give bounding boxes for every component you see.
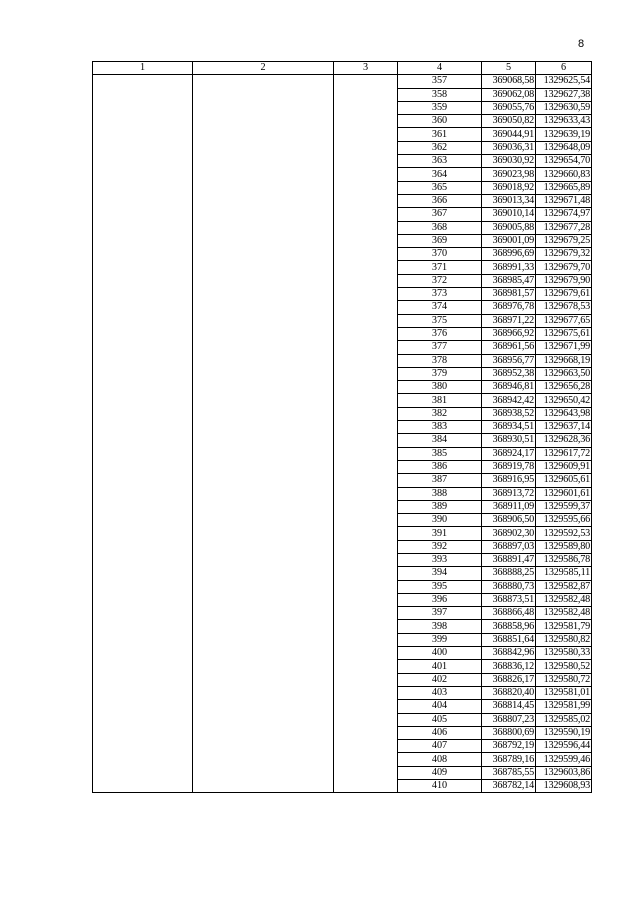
coordinate-x: 368782,14 xyxy=(482,780,536,793)
coordinate-x: 368930,51 xyxy=(482,434,536,447)
coordinate-y: 1329639,19 xyxy=(536,128,592,141)
coordinate-y: 1329592,53 xyxy=(536,527,592,540)
point-number: 357 xyxy=(398,75,482,88)
coordinate-y: 1329585,11 xyxy=(536,567,592,580)
point-number: 401 xyxy=(398,660,482,673)
table-row xyxy=(93,75,592,88)
coordinate-y: 1329599,46 xyxy=(536,753,592,766)
coordinate-x: 368820,40 xyxy=(482,686,536,699)
point-number: 376 xyxy=(398,327,482,340)
coordinate-x: 368826,17 xyxy=(482,673,536,686)
point-number: 360 xyxy=(398,115,482,128)
coordinate-y: 1329679,70 xyxy=(536,261,592,274)
col-2-cell xyxy=(193,75,334,793)
coordinate-x: 369005,88 xyxy=(482,221,536,234)
coordinate-y: 1329603,86 xyxy=(536,766,592,779)
coordinate-y: 1329677,65 xyxy=(536,314,592,327)
coordinate-x: 369068,58 xyxy=(482,75,536,88)
coordinate-x: 369062,08 xyxy=(482,88,536,101)
coordinate-y: 1329608,93 xyxy=(536,780,592,793)
point-number: 402 xyxy=(398,673,482,686)
coordinate-y: 1329581,79 xyxy=(536,620,592,633)
point-number: 370 xyxy=(398,248,482,261)
coordinates-table xyxy=(92,61,592,793)
point-number: 390 xyxy=(398,514,482,527)
coordinate-y: 1329581,99 xyxy=(536,700,592,713)
point-number: 386 xyxy=(398,460,482,473)
coordinate-y: 1329630,59 xyxy=(536,101,592,114)
coordinate-x: 369050,82 xyxy=(482,115,536,128)
point-number: 389 xyxy=(398,500,482,513)
coordinate-x: 368991,33 xyxy=(482,261,536,274)
point-number: 408 xyxy=(398,753,482,766)
coordinate-x: 368789,16 xyxy=(482,753,536,766)
coordinate-y: 1329628,36 xyxy=(536,434,592,447)
coordinate-x: 368924,17 xyxy=(482,447,536,460)
coordinate-x: 368981,57 xyxy=(482,288,536,301)
coordinate-x: 369044,91 xyxy=(482,128,536,141)
header-col-4: 4 xyxy=(398,62,482,75)
point-number: 396 xyxy=(398,593,482,606)
coordinate-x: 368880,73 xyxy=(482,580,536,593)
coordinate-x: 369013,34 xyxy=(482,194,536,207)
coordinate-y: 1329679,32 xyxy=(536,248,592,261)
point-number: 394 xyxy=(398,567,482,580)
point-number: 399 xyxy=(398,633,482,646)
coordinate-y: 1329665,89 xyxy=(536,181,592,194)
header-col-3: 3 xyxy=(334,62,398,75)
coordinate-y: 1329590,19 xyxy=(536,726,592,739)
coordinate-x: 368807,23 xyxy=(482,713,536,726)
coordinate-x: 369030,92 xyxy=(482,155,536,168)
coordinate-y: 1329582,48 xyxy=(536,593,592,606)
point-number: 365 xyxy=(398,181,482,194)
point-number: 372 xyxy=(398,274,482,287)
coordinate-y: 1329679,61 xyxy=(536,288,592,301)
header-row xyxy=(93,62,592,75)
coordinate-x: 368858,96 xyxy=(482,620,536,633)
coordinate-x: 368814,45 xyxy=(482,700,536,713)
coordinate-y: 1329580,72 xyxy=(536,673,592,686)
coordinate-y: 1329625,54 xyxy=(536,75,592,88)
point-number: 410 xyxy=(398,780,482,793)
coordinate-y: 1329678,53 xyxy=(536,301,592,314)
coordinate-x: 369036,31 xyxy=(482,141,536,154)
coordinate-y: 1329580,82 xyxy=(536,633,592,646)
coordinate-x: 368842,96 xyxy=(482,647,536,660)
coordinate-y: 1329679,25 xyxy=(536,234,592,247)
coordinate-x: 368985,47 xyxy=(482,274,536,287)
coordinate-y: 1329601,61 xyxy=(536,487,592,500)
coordinate-y: 1329637,14 xyxy=(536,421,592,434)
point-number: 392 xyxy=(398,540,482,553)
coordinate-y: 1329580,52 xyxy=(536,660,592,673)
coordinate-x: 369023,98 xyxy=(482,168,536,181)
point-number: 371 xyxy=(398,261,482,274)
table-body xyxy=(93,75,592,793)
coordinate-x: 368902,30 xyxy=(482,527,536,540)
coordinate-x: 369010,14 xyxy=(482,208,536,221)
col-3-cell xyxy=(334,75,398,793)
coordinate-x: 368934,51 xyxy=(482,421,536,434)
coordinate-x: 368956,77 xyxy=(482,354,536,367)
coordinate-x: 368938,52 xyxy=(482,407,536,420)
page-number: 8 xyxy=(578,38,585,50)
point-number: 403 xyxy=(398,686,482,699)
coordinate-y: 1329617,72 xyxy=(536,447,592,460)
coordinate-y: 1329609,91 xyxy=(536,460,592,473)
point-number: 404 xyxy=(398,700,482,713)
coordinate-y: 1329675,61 xyxy=(536,327,592,340)
coordinate-y: 1329582,87 xyxy=(536,580,592,593)
coordinate-y: 1329605,61 xyxy=(536,474,592,487)
point-number: 384 xyxy=(398,434,482,447)
point-number: 406 xyxy=(398,726,482,739)
coordinate-x: 368946,81 xyxy=(482,381,536,394)
coordinate-y: 1329633,43 xyxy=(536,115,592,128)
coordinate-y: 1329671,99 xyxy=(536,341,592,354)
point-number: 374 xyxy=(398,301,482,314)
coordinate-y: 1329582,48 xyxy=(536,607,592,620)
point-number: 358 xyxy=(398,88,482,101)
coordinate-x: 369018,92 xyxy=(482,181,536,194)
coordinate-y: 1329581,01 xyxy=(536,686,592,699)
point-number: 397 xyxy=(398,607,482,620)
point-number: 362 xyxy=(398,141,482,154)
coordinate-x: 368913,72 xyxy=(482,487,536,500)
coordinate-x: 368851,64 xyxy=(482,633,536,646)
coordinate-y: 1329650,42 xyxy=(536,394,592,407)
col-1-cell xyxy=(93,75,193,793)
point-number: 391 xyxy=(398,527,482,540)
point-number: 407 xyxy=(398,740,482,753)
coordinate-x: 368961,56 xyxy=(482,341,536,354)
header-col-2: 2 xyxy=(193,62,334,75)
point-number: 359 xyxy=(398,101,482,114)
point-number: 383 xyxy=(398,421,482,434)
point-number: 393 xyxy=(398,553,482,566)
point-number: 375 xyxy=(398,314,482,327)
coordinate-y: 1329654,70 xyxy=(536,155,592,168)
coordinate-y: 1329586,78 xyxy=(536,553,592,566)
coordinate-x: 368996,69 xyxy=(482,248,536,261)
point-number: 388 xyxy=(398,487,482,500)
coordinate-y: 1329671,48 xyxy=(536,194,592,207)
point-number: 387 xyxy=(398,474,482,487)
point-number: 385 xyxy=(398,447,482,460)
coordinate-x: 368966,92 xyxy=(482,327,536,340)
point-number: 409 xyxy=(398,766,482,779)
coordinate-x: 368888,25 xyxy=(482,567,536,580)
point-number: 373 xyxy=(398,288,482,301)
point-number: 368 xyxy=(398,221,482,234)
point-number: 378 xyxy=(398,354,482,367)
point-number: 379 xyxy=(398,367,482,380)
point-number: 382 xyxy=(398,407,482,420)
coordinate-x: 368916,95 xyxy=(482,474,536,487)
coordinate-x: 368792,19 xyxy=(482,740,536,753)
point-number: 381 xyxy=(398,394,482,407)
point-number: 364 xyxy=(398,168,482,181)
point-number: 395 xyxy=(398,580,482,593)
point-number: 369 xyxy=(398,234,482,247)
coordinate-x: 368952,38 xyxy=(482,367,536,380)
coordinate-x: 368891,47 xyxy=(482,553,536,566)
point-number: 400 xyxy=(398,647,482,660)
coordinate-y: 1329596,44 xyxy=(536,740,592,753)
coordinate-x: 368919,78 xyxy=(482,460,536,473)
coordinate-y: 1329668,19 xyxy=(536,354,592,367)
coordinate-x: 368800,69 xyxy=(482,726,536,739)
coordinate-y: 1329660,83 xyxy=(536,168,592,181)
coordinate-y: 1329674,97 xyxy=(536,208,592,221)
coordinate-x: 369055,76 xyxy=(482,101,536,114)
coordinate-y: 1329663,50 xyxy=(536,367,592,380)
point-number: 398 xyxy=(398,620,482,633)
coordinate-y: 1329627,38 xyxy=(536,88,592,101)
coordinate-x: 368897,03 xyxy=(482,540,536,553)
coordinate-x: 369001,09 xyxy=(482,234,536,247)
coordinate-y: 1329595,66 xyxy=(536,514,592,527)
header-col-1: 1 xyxy=(93,62,193,75)
coordinate-y: 1329589,80 xyxy=(536,540,592,553)
coordinate-y: 1329679,90 xyxy=(536,274,592,287)
coordinate-x: 368785,55 xyxy=(482,766,536,779)
coordinate-x: 368971,22 xyxy=(482,314,536,327)
coordinate-y: 1329585,02 xyxy=(536,713,592,726)
point-number: 363 xyxy=(398,155,482,168)
coordinate-y: 1329656,28 xyxy=(536,381,592,394)
point-number: 377 xyxy=(398,341,482,354)
coordinate-x: 368911,09 xyxy=(482,500,536,513)
coordinate-x: 368976,78 xyxy=(482,301,536,314)
coordinate-x: 368836,12 xyxy=(482,660,536,673)
coordinate-x: 368942,42 xyxy=(482,394,536,407)
point-number: 380 xyxy=(398,381,482,394)
coordinate-y: 1329643,98 xyxy=(536,407,592,420)
header-col-6: 6 xyxy=(536,62,592,75)
point-number: 366 xyxy=(398,194,482,207)
coordinate-x: 368873,51 xyxy=(482,593,536,606)
coordinate-y: 1329677,28 xyxy=(536,221,592,234)
coordinate-x: 368866,48 xyxy=(482,607,536,620)
coordinate-x: 368906,50 xyxy=(482,514,536,527)
point-number: 367 xyxy=(398,208,482,221)
point-number: 361 xyxy=(398,128,482,141)
header-col-5: 5 xyxy=(482,62,536,75)
coordinate-y: 1329599,37 xyxy=(536,500,592,513)
coordinate-y: 1329648,09 xyxy=(536,141,592,154)
point-number: 405 xyxy=(398,713,482,726)
coordinate-y: 1329580,33 xyxy=(536,647,592,660)
